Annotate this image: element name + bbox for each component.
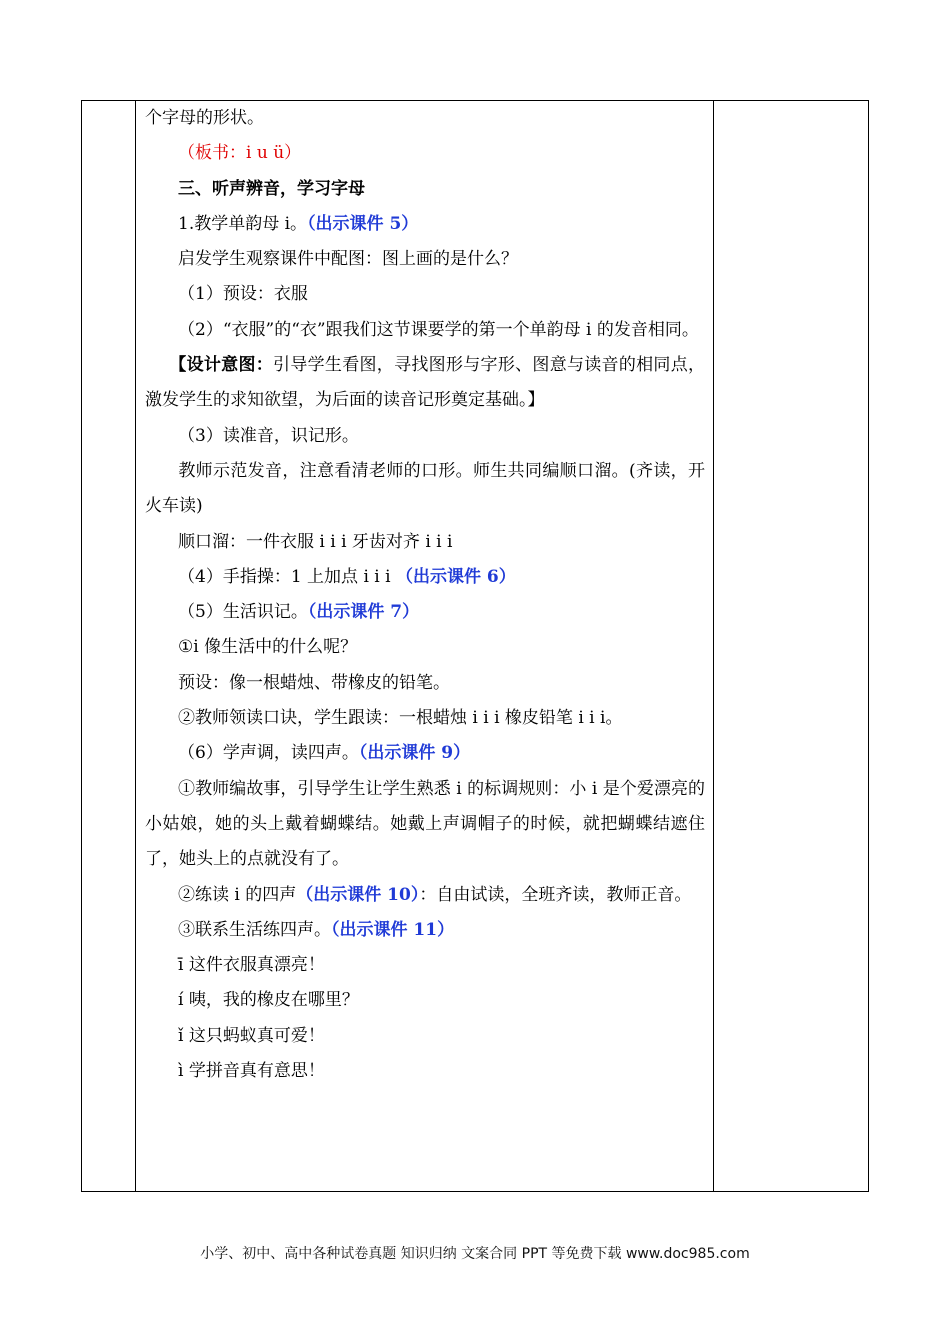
courseware-ref: （出示课件 10） xyxy=(296,884,420,905)
text-paragraph xyxy=(145,772,705,878)
text-paragraph xyxy=(145,454,705,525)
text-line xyxy=(145,595,705,630)
rhyme-line: 顺口溜：一件衣服 i i i 牙齿对齐 i i i xyxy=(178,531,453,552)
text-line: （3）读准音，识记形。 xyxy=(178,425,359,446)
content-cell xyxy=(136,101,714,1192)
text-line xyxy=(145,736,705,771)
courseware-ref: （出示课件 7） xyxy=(307,602,420,623)
tone-example: ì 学拼音真有意思！ xyxy=(178,1061,325,1082)
text-span: （5）生活识记。 xyxy=(178,602,308,623)
text-span: 1.教学单韵母 i。 xyxy=(178,213,308,234)
text-span: ①教师编故事，引导学生让学生熟悉 i 的标调规则：小 i 是个爱漂亮的小姑娘，她的头上戴着蝴蝶结。她戴上声调帽子的时候，就把蝴蝶结遮住了，她头上的点就没有了。 xyxy=(145,778,705,870)
text-paragraph xyxy=(145,313,705,348)
tone-example: ī 这件衣服真漂亮！ xyxy=(178,955,325,976)
board-note: （板书：i u ü） xyxy=(178,143,302,164)
left-column-cell xyxy=(82,101,136,1192)
text-span: ：自由试读，全班齐读，教师正音。 xyxy=(419,884,692,905)
text-line: ①i 像生活中的什么呢？ xyxy=(178,637,358,658)
lesson-table xyxy=(81,100,869,1192)
right-column-cell xyxy=(714,101,869,1192)
text-span: （6）学声调，读四声。 xyxy=(178,743,359,764)
courseware-ref: （出示课件 9） xyxy=(358,743,471,764)
text-line: 个字母的形状。 xyxy=(145,108,264,128)
text-line: 启发学生观察课件中配图：图上画的是什么？ xyxy=(178,249,518,270)
text-paragraph xyxy=(145,878,705,913)
courseware-ref: （出示课件 6） xyxy=(395,566,516,587)
section-heading: 三、听声辨音，学习字母 xyxy=(178,178,365,199)
courseware-ref: （出示课件 5） xyxy=(307,213,419,234)
text-span: （2）“衣服”的“衣”跟我们这节课要学的第一个单韵母 i 的发音相同。 xyxy=(178,319,699,340)
text-span: ②练读 i 的四声 xyxy=(178,884,297,905)
lesson-content xyxy=(136,101,713,1089)
text-paragraph xyxy=(145,701,705,736)
tone-example: í 咦，我的橡皮在哪里？ xyxy=(178,990,359,1011)
courseware-ref: （出示课件 11） xyxy=(331,919,455,940)
page-footer: 小学、初中、高中各种试卷真题 知识归纳 文案合同 PPT 等免费下载 www.doc985.com xyxy=(200,1246,750,1262)
design-intent-label: 【设计意图： xyxy=(169,355,274,376)
text-span: （4）手指操：1 上加点 i i i xyxy=(178,566,396,587)
tone-example: ǐ 这只蚂蚁真可爱！ xyxy=(178,1025,325,1046)
text-span: ③联系生活练四声。 xyxy=(178,919,331,940)
design-intent-text: 引导学生看图，寻找图形与字形、图意与读音的相同点，激发学生的求知欲望，为后面的读音记形奠定基础。】 xyxy=(145,355,706,411)
text-line: 预设：像一根蜡烛、带橡皮的铅笔。 xyxy=(178,672,450,693)
text-span: ②教师领读口诀，学生跟读：一根蜡烛 i i i 橡皮铅笔 i i i。 xyxy=(178,708,623,729)
text-span: 教师示范发音，注意看清老师的口形。师生共同编顺口溜。(齐读，开火车读) xyxy=(145,460,705,517)
text-line xyxy=(145,560,705,595)
design-intent xyxy=(145,348,705,419)
text-line xyxy=(145,913,705,948)
text-line: （1）预设：衣服 xyxy=(178,284,308,305)
text-line xyxy=(145,207,705,242)
